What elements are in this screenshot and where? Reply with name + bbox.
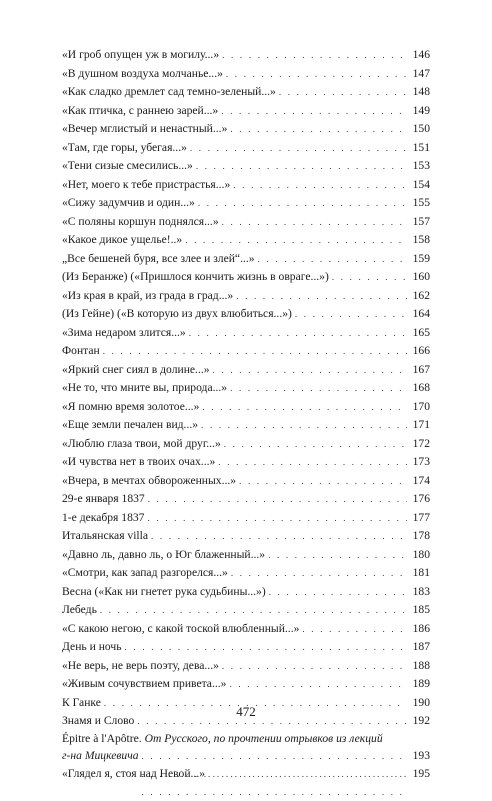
toc-entry-page: 146 — [412, 48, 430, 61]
leader-dots — [218, 453, 407, 472]
toc-entry-title: «Там, где горы, убегая...» — [62, 140, 187, 154]
toc-entry-page: 162 — [412, 288, 430, 302]
toc-entry — [62, 231, 430, 250]
toc-entry-title-italic-cont: г-на Мицкевича — [62, 748, 139, 762]
toc-entry-title: «Живым сочувствием привета...» — [62, 677, 227, 690]
toc-entry — [62, 287, 430, 306]
toc-entry-title: «Вчера, в мечтах обвороженных...» — [62, 473, 237, 487]
toc-entry-title: «Не то, что мните вы, природа...» — [62, 381, 228, 394]
toc-entry — [62, 176, 430, 195]
leader-dots — [231, 564, 407, 583]
toc-entry — [62, 194, 430, 213]
toc-entry — [62, 46, 430, 65]
toc-entry-page: 167 — [412, 362, 430, 376]
leader-dots — [208, 765, 407, 784]
leader-dots — [221, 102, 407, 121]
leader-dots — [258, 250, 407, 269]
toc-entry-page: 168 — [412, 381, 430, 394]
toc-entry — [62, 490, 430, 509]
toc-entry-title: «С какою негою, с какой тоской влюбленный...» — [62, 621, 300, 635]
toc-entry-title: «И чувства нет в твоих очах...» — [62, 455, 216, 468]
toc-entry-title-plain: Épitre à l'Apôtre. — [62, 731, 142, 745]
toc-entry-title: «Нет, моего к тебе пристрастья...» — [62, 177, 231, 191]
toc-entry-title: «Какое дикое ущелье!..» — [62, 233, 183, 246]
toc-entry — [62, 305, 430, 324]
table-of-contents — [62, 46, 430, 783]
leader-dots — [224, 435, 407, 454]
toc-entry-page: 185 — [412, 603, 430, 616]
toc-entry — [62, 324, 430, 343]
toc-entry-title: «Вечер мглистый и ненастный...» — [62, 122, 228, 135]
toc-entry-page: 160 — [412, 270, 430, 283]
toc-entry-title: Знамя и Слово — [62, 714, 135, 727]
leader-dots — [233, 176, 407, 195]
toc-entry-page: 190 — [412, 695, 430, 709]
leader-dots — [198, 194, 407, 213]
toc-entry-page: 165 — [412, 325, 430, 339]
toc-entry-title: «Тени сизые смесились...» — [62, 159, 193, 172]
leader-dots — [151, 527, 407, 546]
toc-entry-title: «Из края в край, из града в град...» — [62, 288, 234, 302]
leader-dots — [125, 638, 407, 657]
toc-entry-title: «Еще земли печален вид...» — [62, 418, 199, 431]
toc-entry-page: 183 — [412, 584, 430, 598]
leader-dots — [201, 416, 407, 435]
leader-dots — [229, 675, 407, 694]
toc-entry-title-line2 — [62, 747, 430, 765]
toc-entry — [62, 65, 430, 84]
toc-entry — [62, 546, 430, 565]
toc-entry — [62, 765, 430, 784]
toc-entry-title: 1-е декабря 1837 — [62, 510, 145, 524]
toc-entry-title: «С поляны коршун поднялся...» — [62, 214, 219, 228]
leader-dots — [185, 231, 407, 250]
toc-entry — [62, 342, 430, 361]
toc-entry-title-italic: От Русского, по прочтении отрывков из лекций — [144, 731, 383, 745]
toc-entry — [62, 157, 430, 176]
leader-dots — [268, 546, 407, 565]
toc-entry — [62, 398, 430, 417]
leader-dots — [332, 268, 407, 287]
leader-dots — [147, 509, 407, 528]
toc-entry-title: День и ночь — [62, 640, 122, 653]
leader-dots — [196, 157, 407, 176]
toc-entry — [62, 472, 430, 491]
leader-dots — [189, 324, 407, 343]
toc-entry-multiline — [62, 731, 430, 765]
toc-entry-page: 149 — [412, 103, 430, 117]
toc-entry-page: 195 — [412, 766, 430, 780]
toc-entry — [62, 509, 430, 528]
leader-dots — [222, 213, 407, 232]
toc-entry — [62, 83, 430, 102]
leader-dots — [213, 361, 407, 380]
toc-entry-title: Весна («Как ни гнетет рука судьбины...») — [62, 584, 266, 598]
toc-entry — [62, 139, 430, 158]
toc-entry-page: 153 — [412, 159, 430, 172]
leader-dots — [295, 305, 407, 324]
toc-entry — [62, 250, 430, 269]
toc-entry — [62, 416, 430, 435]
toc-entry — [62, 527, 430, 546]
toc-entry-page: 174 — [412, 473, 430, 487]
toc-entry — [62, 657, 430, 676]
toc-entry-page: 189 — [412, 677, 430, 690]
toc-entry — [62, 435, 430, 454]
toc-entry-page: 177 — [412, 510, 430, 524]
toc-entry-page: 193 — [412, 748, 430, 762]
toc-entry-title: «Не верь, не верь поэту, дева...» — [62, 658, 219, 672]
toc-entry — [62, 102, 430, 121]
leader-dots — [302, 620, 407, 639]
toc-entry-page: 178 — [412, 529, 430, 542]
leader-dots — [230, 379, 407, 398]
leader-dots — [230, 120, 407, 139]
toc-entry — [62, 564, 430, 583]
toc-entry-title: «Я помню время золотое...» — [62, 399, 200, 413]
toc-entry — [62, 213, 430, 232]
toc-entry-title: Итальянская villa — [62, 529, 149, 542]
toc-entry-page: 170 — [412, 399, 430, 413]
toc-entry-page: 155 — [412, 196, 430, 209]
toc-entry-title: «Сижу задумчив и один...» — [62, 196, 195, 209]
toc-entry-title: «В душном воздуха молчанье...» — [62, 66, 223, 80]
toc-entry-title-line1 — [62, 731, 430, 747]
toc-entry-title: „Все бешеней буря, все злее и злей“...» — [62, 251, 255, 265]
toc-entry — [62, 583, 430, 602]
toc-entry-page: 164 — [412, 307, 430, 320]
toc-entry — [62, 379, 430, 398]
page-number: 472 — [236, 704, 256, 719]
toc-entry-page: 186 — [412, 621, 430, 635]
toc-entry-page: 173 — [412, 455, 430, 468]
toc-entry-page: 157 — [412, 214, 430, 228]
toc-entry-title: Лебедь — [62, 603, 97, 616]
toc-entry-page: 176 — [412, 492, 430, 505]
toc-entry-page: 181 — [412, 566, 430, 579]
leader-dots — [222, 46, 407, 65]
toc-entry-title: (Из Беранже) («Пришлося кончить жизнь в овраге...») — [62, 270, 329, 283]
toc-entry-title: «Глядел я, стоя над Невой...» — [62, 766, 206, 780]
toc-entry-page: 187 — [412, 640, 430, 653]
toc-entry — [62, 675, 430, 694]
leader-dots — [148, 490, 407, 509]
leader-dots — [103, 342, 407, 361]
toc-entry-title: «И гроб опущен уж в могилу...» — [62, 48, 220, 61]
toc-entry-page: 166 — [412, 344, 430, 357]
toc-entry-page: 151 — [412, 140, 430, 154]
toc-entry-title: К Ганке — [62, 695, 101, 709]
leader-dots — [239, 472, 407, 491]
toc-entry-title: «Смотри, как запад разгорелся...» — [62, 566, 228, 579]
leader-dots — [226, 65, 407, 84]
toc-entry-title: «Яркий снег сиял в долине...» — [62, 362, 210, 376]
toc-entry — [62, 361, 430, 380]
toc-entry-title: (Из Гейне) («В которую из двух влюбиться...») — [62, 307, 292, 320]
leader-dots — [269, 583, 407, 602]
toc-entry-page: 188 — [412, 658, 430, 672]
toc-entry — [62, 120, 430, 139]
toc-entry-title: Фонтан — [62, 344, 100, 357]
leader-dots — [202, 398, 407, 417]
toc-entry — [62, 268, 430, 287]
toc-entry-title: «Как сладко дремлет сад темно-зеленый...» — [62, 85, 276, 98]
toc-entry-title: «Как птичка, с раннею зарей...» — [62, 103, 219, 117]
toc-entry-page: 147 — [412, 66, 430, 80]
toc-entry-page: 171 — [412, 418, 430, 431]
toc-entry-page: 148 — [412, 85, 430, 98]
leader-dots — [222, 657, 407, 676]
toc-entry-page: 180 — [412, 547, 430, 561]
leader-dots — [100, 601, 407, 620]
leader-dots — [279, 83, 407, 102]
leader-dots — [190, 139, 407, 158]
toc-entry — [62, 620, 430, 639]
toc-entry-title: 29-е января 1837 — [62, 492, 145, 505]
toc-entry-title: «Зима недаром злится...» — [62, 325, 186, 339]
toc-entry-title: «Люблю глаза твои, мой друг...» — [62, 436, 221, 450]
toc-entry-page: 192 — [412, 714, 430, 727]
toc-entry — [62, 638, 430, 657]
toc-entry — [62, 453, 430, 472]
toc-entry-page: 150 — [412, 122, 430, 135]
leader-dots — [236, 287, 407, 306]
toc-entry-page: 159 — [412, 251, 430, 265]
toc-entry — [62, 601, 430, 620]
toc-entry-page: 172 — [412, 436, 430, 450]
toc-entry-title: «Давно ль, давно ль, о Юг блаженный...» — [62, 547, 266, 561]
toc-entry-page: 158 — [412, 233, 430, 246]
toc-entry-page: 154 — [412, 177, 430, 191]
